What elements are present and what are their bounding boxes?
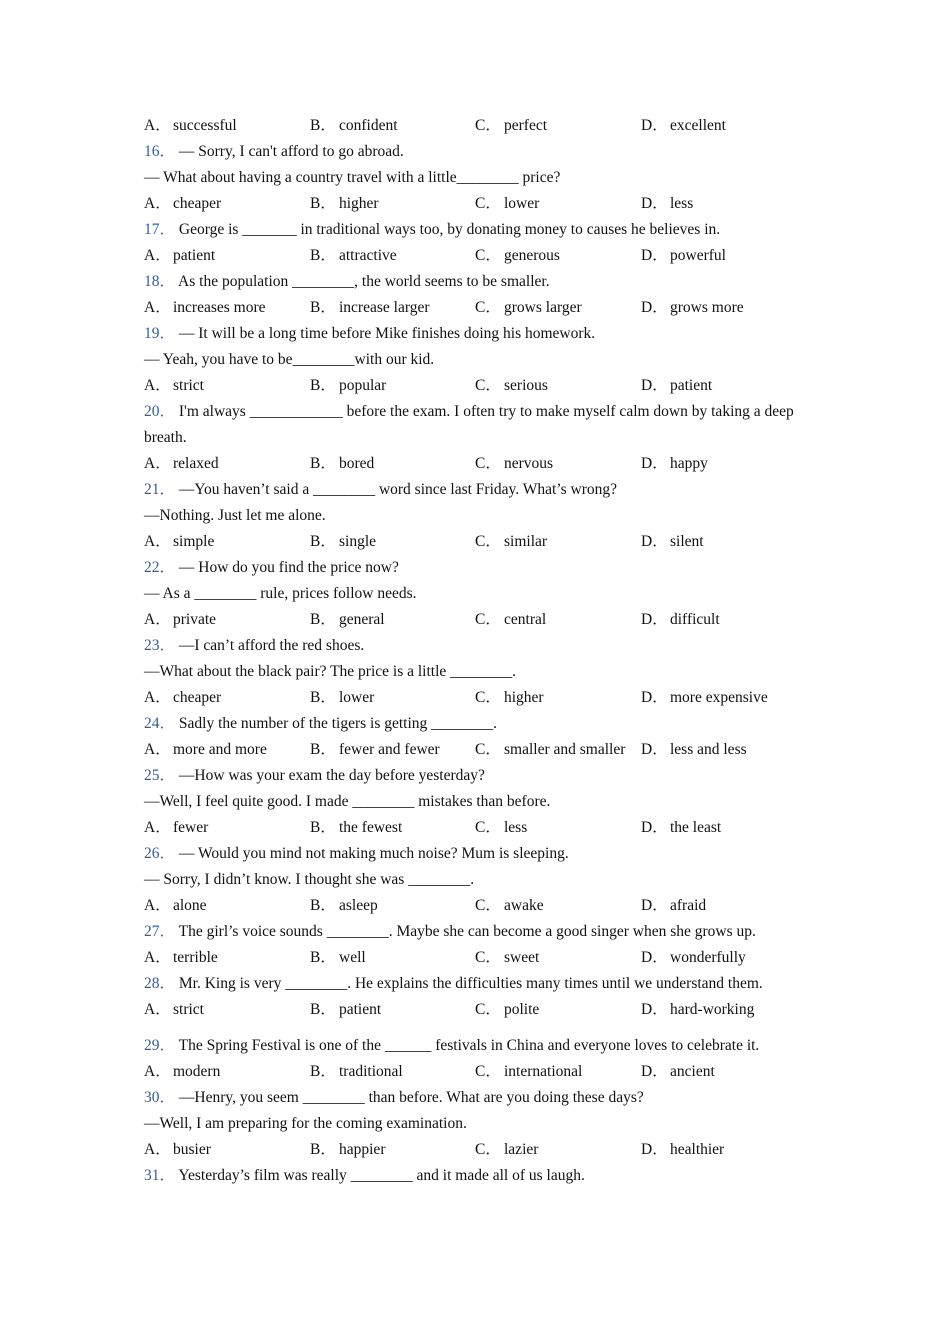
- question-19-stem: 19． — It will be a long time before Mike finishes doing his homework.: [144, 325, 596, 342]
- option-c: C． serious: [475, 377, 548, 394]
- option-c: C． less: [475, 819, 528, 836]
- spacer: [144, 1023, 814, 1033]
- question-number: 28．: [144, 975, 176, 992]
- option-a: A． more and more: [144, 741, 267, 758]
- question-19-line-2: — Yeah, you have to be________with our kid.: [144, 351, 435, 368]
- question-27-stem: 27． The girl’s voice sounds ________. Maybe she can become a good singer when she grows up.: [144, 923, 756, 940]
- option-b: B． bored: [310, 455, 375, 472]
- question-19-options: [144, 373, 814, 399]
- question-sheet: [144, 113, 814, 1189]
- option-c: C． nervous: [475, 455, 554, 472]
- question-23-stem: 23． —I can’t afford the red shoes.: [144, 637, 365, 654]
- question-number: 17．: [144, 221, 176, 238]
- q15-options: [144, 113, 814, 139]
- option-a: A． increases more: [144, 299, 266, 316]
- option-c: C． international: [475, 1063, 583, 1080]
- question-30-stem: 30． —Henry, you seem ________ than before. What are you doing these days?: [144, 1089, 644, 1106]
- option-d: D． less: [641, 195, 694, 212]
- question-24-stem: 24． Sadly the number of the tigers is getting ________.: [144, 715, 498, 732]
- option-b: B． the fewest: [310, 819, 403, 836]
- question-30-line-2: —Well, I am preparing for the coming examination.: [144, 1115, 467, 1132]
- option-b: B． lower: [310, 689, 375, 706]
- question-22-stem: 22． — How do you find the price now?: [144, 559, 399, 576]
- option-d: D． the least: [641, 819, 722, 836]
- option-b: B． traditional: [310, 1063, 403, 1080]
- question-23-line-2: —What about the black pair? The price is a little ________.: [144, 663, 517, 680]
- question-16-options: [144, 191, 814, 217]
- question-number: 16．: [144, 143, 176, 160]
- question-26-options: [144, 893, 814, 919]
- option-d: D． powerful: [641, 247, 726, 264]
- option-a: A． busier: [144, 1141, 211, 1158]
- question-number: 27．: [144, 923, 176, 940]
- question-number: 23．: [144, 637, 176, 654]
- question-25-stem: 25． —How was your exam the day before yesterday?: [144, 767, 485, 784]
- option-c: C． higher: [475, 689, 544, 706]
- option-b: B． patient: [310, 1001, 382, 1018]
- option-d: D． wonderfully: [641, 949, 746, 966]
- question-number: 30．: [144, 1089, 176, 1106]
- option-a: A． private: [144, 611, 217, 628]
- question-28-options: [144, 997, 814, 1023]
- question-23-options: [144, 685, 814, 711]
- option-c: C． lazier: [475, 1141, 539, 1158]
- option-d: D． silent: [641, 533, 704, 550]
- option-a: A． successful: [144, 117, 237, 134]
- option-b: B． fewer and fewer: [310, 741, 440, 758]
- question-30-options: [144, 1137, 814, 1163]
- question-26-line-2: — Sorry, I didn’t know. I thought she was ________.: [144, 871, 475, 888]
- option-a: A． terrible: [144, 949, 218, 966]
- option-a: A． cheaper: [144, 689, 222, 706]
- option-d: D． excellent: [641, 117, 726, 134]
- question-21-options: [144, 529, 814, 555]
- option-c: C． grows larger: [475, 299, 582, 316]
- option-a: A． fewer: [144, 819, 209, 836]
- option-a: A． relaxed: [144, 455, 219, 472]
- question-26-stem: 26． — Would you mind not making much noise? Mum is sleeping.: [144, 845, 569, 862]
- option-c: C． polite: [475, 1001, 540, 1018]
- question-27-options: [144, 945, 814, 971]
- option-b: B． single: [310, 533, 377, 550]
- option-c: C． generous: [475, 247, 560, 264]
- question-16-line-2: — What about having a country travel with a little________ price?: [144, 169, 561, 186]
- option-a: A． alone: [144, 897, 207, 914]
- question-25-line-2: —Well, I feel quite good. I made ________ mistakes than before.: [144, 793, 551, 810]
- option-d: D． more expensive: [641, 689, 768, 706]
- question-18-stem: 18． As the population ________, the world seems to be smaller.: [144, 273, 550, 290]
- option-b: B． attractive: [310, 247, 397, 264]
- option-b: B． happier: [310, 1141, 386, 1158]
- option-b: B． popular: [310, 377, 387, 394]
- option-b: B． asleep: [310, 897, 378, 914]
- option-c: C． awake: [475, 897, 544, 914]
- option-b: B． confident: [310, 117, 398, 134]
- option-d: D． patient: [641, 377, 713, 394]
- question-21-line-2: —Nothing. Just let me alone.: [144, 507, 326, 524]
- question-17-stem: 17． George is _______ in traditional ways too, by donating money to causes he believes in.: [144, 221, 721, 238]
- option-b: B． higher: [310, 195, 379, 212]
- question-20-options: [144, 451, 814, 477]
- question-22-options: [144, 607, 814, 633]
- option-a: A． strict: [144, 377, 204, 394]
- option-a: A． strict: [144, 1001, 204, 1018]
- option-d: D． hard-working: [641, 1001, 755, 1018]
- question-number: 18．: [144, 273, 176, 290]
- question-22-line-2: — As a ________ rule, prices follow needs.: [144, 585, 417, 602]
- option-c: C． central: [475, 611, 547, 628]
- option-c: C． perfect: [475, 117, 548, 134]
- question-28-stem: 28． Mr. King is very ________. He explains the difficulties many times until we understand them.: [144, 975, 763, 992]
- option-b: B． increase larger: [310, 299, 430, 316]
- question-18-options: [144, 295, 814, 321]
- option-c: C． sweet: [475, 949, 540, 966]
- option-a: A． modern: [144, 1063, 221, 1080]
- option-d: D． grows more: [641, 299, 744, 316]
- question-number: 20．: [144, 403, 176, 420]
- option-a: A． simple: [144, 533, 215, 550]
- question-24-options: [144, 737, 814, 763]
- question-number: 31．: [144, 1167, 176, 1184]
- question-number: 19．: [144, 325, 176, 342]
- option-d: D． ancient: [641, 1063, 715, 1080]
- option-a: A． patient: [144, 247, 216, 264]
- question-21-stem: 21． —You haven’t said a ________ word since last Friday. What’s wrong?: [144, 481, 618, 498]
- option-d: D． healthier: [641, 1141, 725, 1158]
- question-number: 24．: [144, 715, 176, 732]
- option-b: B． well: [310, 949, 366, 966]
- option-c: C． smaller and smaller: [475, 741, 626, 758]
- question-16-stem: 16． — Sorry, I can't afford to go abroad.: [144, 143, 404, 160]
- option-c: C． similar: [475, 533, 548, 550]
- question-31-stem: 31． Yesterday’s film was really ________ and it made all of us laugh.: [144, 1167, 585, 1184]
- question-number: 26．: [144, 845, 176, 862]
- option-d: D． happy: [641, 455, 708, 472]
- question-number: 29．: [144, 1037, 176, 1054]
- option-c: C． lower: [475, 195, 540, 212]
- question-17-options: [144, 243, 814, 269]
- question-number: 21．: [144, 481, 176, 498]
- option-a: A． cheaper: [144, 195, 222, 212]
- option-b: B． general: [310, 611, 385, 628]
- question-number: 22．: [144, 559, 176, 576]
- option-d: D． afraid: [641, 897, 707, 914]
- question-29-options: [144, 1059, 814, 1085]
- option-d: D． difficult: [641, 611, 720, 628]
- question-25-options: [144, 815, 814, 841]
- option-d: D． less and less: [641, 741, 747, 758]
- question-number: 25．: [144, 767, 176, 784]
- question-20-stem: 20． I'm always ____________ before the exam. I often try to make myself calm down by taking a deep breath.: [144, 403, 794, 446]
- question-29-stem: 29． The Spring Festival is one of the ______ festivals in China and everyone loves to celebrate it.: [144, 1037, 760, 1054]
